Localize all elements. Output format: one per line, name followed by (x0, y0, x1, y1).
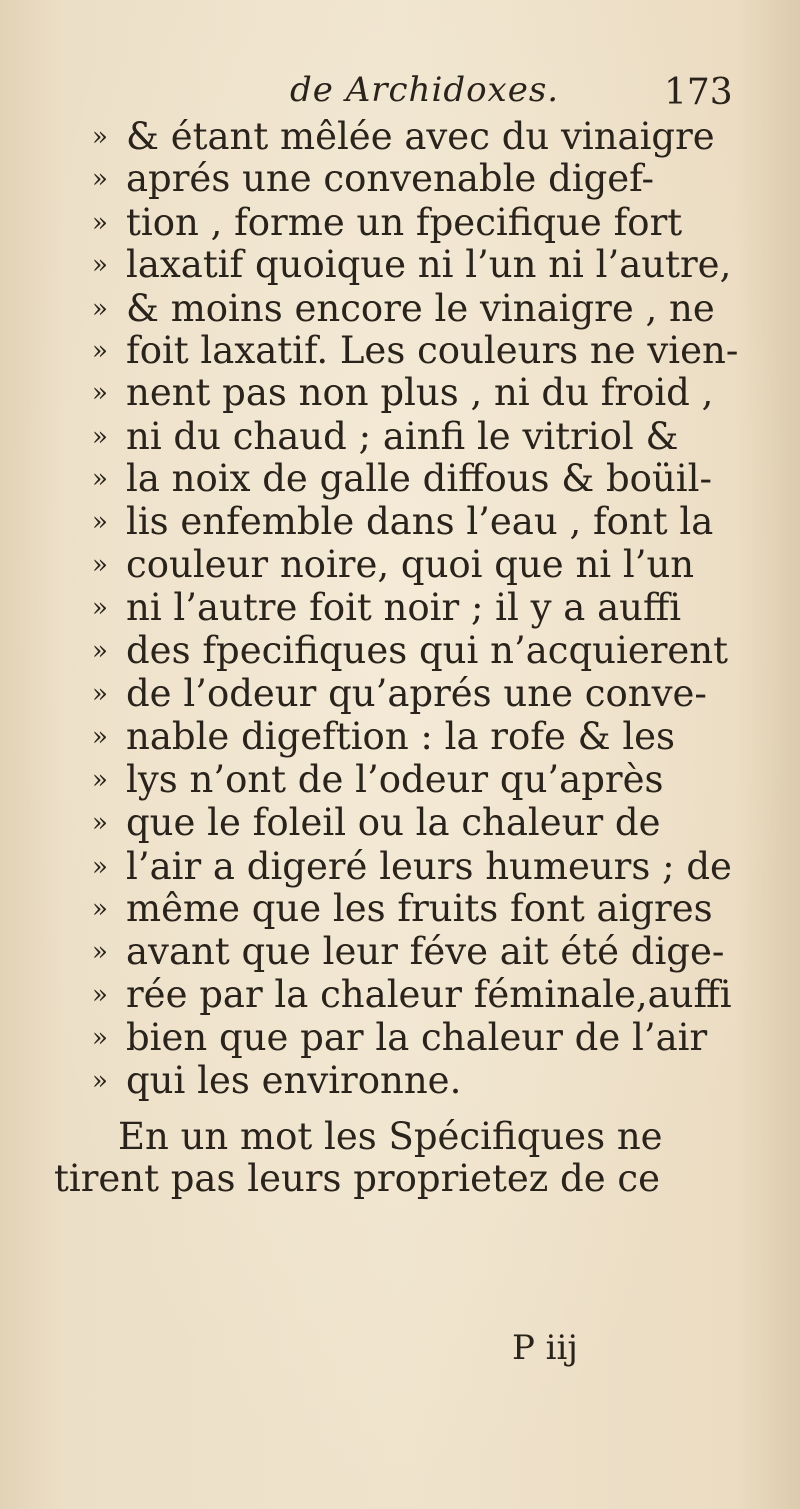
line-text: couleur noire, quoi que ni l’un (126, 543, 695, 586)
quote-mark: » (92, 593, 108, 623)
text-line (92, 543, 694, 587)
text-line (118, 1115, 663, 1159)
line-text: ni l’autre foit noir ; il y a auffi (126, 586, 682, 629)
text-line (92, 586, 681, 630)
quote-mark: » (92, 636, 108, 666)
line-text: foit laxatif. Les couleurs ne vien- (126, 329, 739, 372)
line-text: l’air a digeré leurs humeurs ; de (126, 845, 732, 888)
text-line (92, 973, 732, 1017)
line-text: de l’odeur qu’aprés une conve- (126, 672, 707, 715)
quote-mark: » (92, 507, 108, 537)
line-text: nent pas non plus , ni du froid , (126, 371, 714, 414)
text-line (92, 930, 724, 974)
line-text: lis enfemble dans l’eau , font la (126, 500, 714, 543)
quote-mark: » (92, 550, 108, 580)
line-text: & moins encore le vinaigre , ne (126, 287, 715, 330)
quote-mark: » (92, 250, 108, 280)
line-text: aprés une convenable digef- (126, 157, 655, 200)
text-line (92, 201, 682, 245)
quote-mark: » (92, 422, 108, 452)
quote-mark: » (92, 1066, 108, 1096)
line-text: nable digeftion : la rofe & les (126, 715, 676, 758)
quote-mark: » (92, 937, 108, 967)
text-line (92, 115, 715, 159)
quote-mark: » (92, 722, 108, 752)
quote-mark: » (92, 980, 108, 1010)
text-line (92, 887, 713, 931)
signature-mark: P iij (512, 1328, 578, 1368)
line-text: que le foleil ou la chaleur de (126, 801, 661, 844)
quote-mark: » (92, 1023, 108, 1053)
text-line (92, 629, 728, 673)
text-line (92, 457, 712, 501)
line-text: lys n’ont de l’odeur qu’après (126, 758, 664, 801)
text-line (92, 243, 731, 287)
line-text: des fpecifiques qui n’acquierent (126, 629, 729, 672)
text-line (92, 500, 713, 544)
quote-mark: » (92, 852, 108, 882)
line-text: qui les environne. (126, 1059, 462, 1102)
line-text: rée par la chaleur féminale,auffi (126, 973, 732, 1016)
quote-mark: » (92, 208, 108, 238)
text-line (92, 329, 738, 373)
line-text: même que les fruits font aigres (126, 887, 713, 930)
text-line (92, 157, 654, 201)
text-line (92, 371, 713, 415)
text-line (92, 801, 661, 845)
page-number: 173 (664, 72, 733, 113)
line-text: ni du chaud ; ainfi le vitriol & (126, 415, 679, 458)
text-line (92, 415, 678, 459)
quote-mark: » (92, 679, 108, 709)
quote-mark: » (92, 894, 108, 924)
line-text: laxatif quoique ni l’un ni l’autre, (126, 243, 732, 286)
quote-mark: » (92, 164, 108, 194)
quote-mark: » (92, 378, 108, 408)
quote-mark: » (92, 336, 108, 366)
text-line (54, 1157, 660, 1201)
text-line (92, 287, 715, 331)
line-text: En un mot les Spécifiques ne (118, 1115, 663, 1158)
text-line (92, 715, 675, 759)
text-line (92, 1016, 707, 1060)
quote-mark: » (92, 808, 108, 838)
line-text: & étant mêlée avec du vinaigre (126, 115, 715, 158)
quote-mark: » (92, 122, 108, 152)
page-header (0, 62, 800, 122)
line-text: tion , forme un fpecifique fort (126, 201, 683, 244)
text-line (92, 758, 663, 802)
quote-mark: » (92, 294, 108, 324)
line-text: la noix de galle diffous & boüil- (126, 457, 712, 500)
text-line (92, 672, 707, 716)
text-line (92, 845, 732, 889)
text-line (92, 1059, 461, 1103)
quote-mark: » (92, 464, 108, 494)
quote-mark: » (92, 765, 108, 795)
line-text: tirent pas leurs proprietez de ce (54, 1157, 660, 1200)
running-title: de Archidoxes. (290, 70, 560, 110)
line-text: bien que par la chaleur de l’air (126, 1016, 708, 1059)
line-text: avant que leur féve ait été dige- (126, 930, 725, 973)
